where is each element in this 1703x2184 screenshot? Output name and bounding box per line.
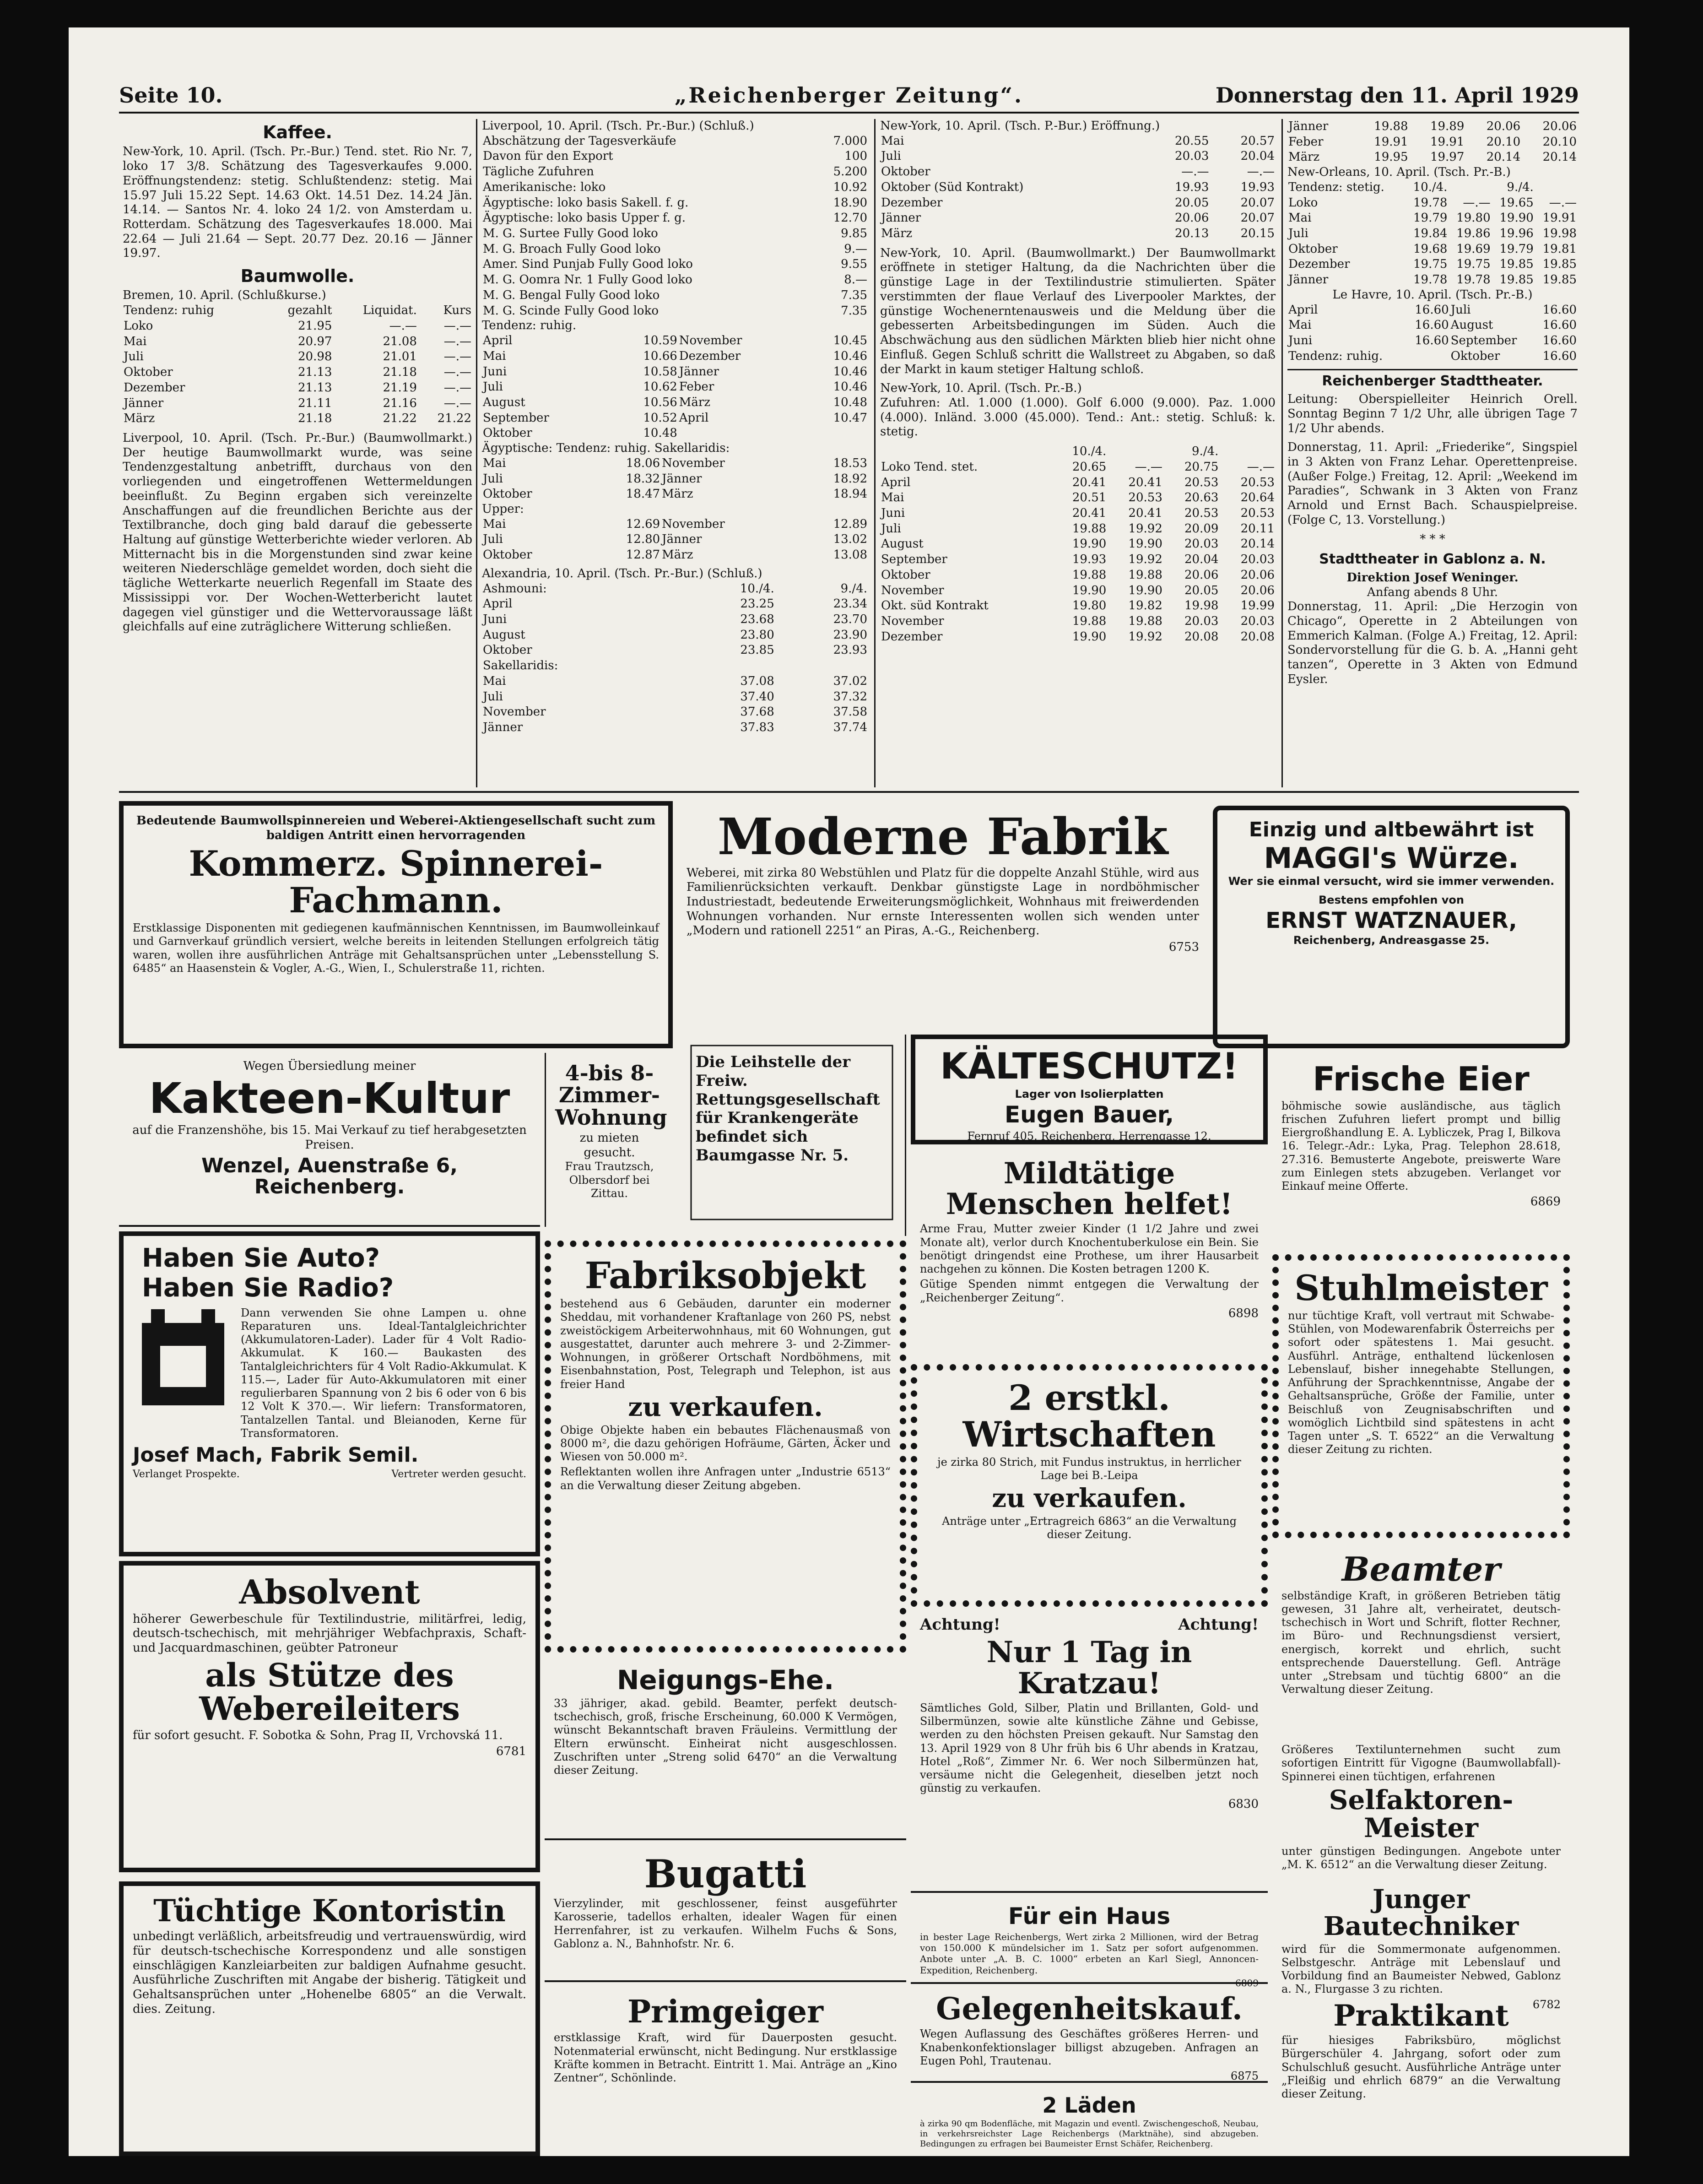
column-rule [874,119,876,787]
ad-text: nur tüchtige Kraft, voll vertraut mit Schwabe-Stühlen, von Modewarenfabrik Österreichs per sofort oder spätestens 1. Mai gesucht. Ausführl. Anträge, enthaltend lückenlosen Lebenslauf, bisher innegehabte Stellungen, Anführung der Sprachkenntnisse, Angabe der Gehaltsansprüche, Größe der Familie, unter Beischluß von Zeugnisabschriften und womöglich Lichtbild sind spätestens in acht Tagen unter „S. T. 6522“ an die Verwaltung dieser Zeitung zu richten. [1288,1309,1554,1456]
table-row: Juni 16.60 September 16.60 [1288,334,1577,348]
ad-text: Wegen Auflassung des Geschäftes größeres Herren- und Knabenkonfektionslager billigst abzugeben. Anfragen an Eugen Pohl, Trautenau. [920,2027,1259,2067]
newspaper-title: „Reichenberger Zeitung“. [674,83,1024,108]
ad-code: 6875 [1230,2070,1259,2083]
table-row: Juli 12.80 Jänner 13.02 [483,532,867,547]
ad-text: unbedingt verläßlich, arbeitsfreudig und vertrauenswürdig, wird für deutsch-tschechische Korrespondenz und alle sonstigen einschlägigen Kanzleiarbeiten zur baldigen Aufnahme gesucht. Ausführliche Zuschriften mit Angabe der bisherig. Tätigkeit und Gehaltsansprüchen unter „Hohenelbe 6805“ an die Verwalt. dies. Zeitung. [133,1929,526,2016]
ad-headline: Primgeiger [627,1994,824,2030]
ad-line: Bestens empfohlen von [1319,894,1464,907]
ad-neigungs-ehe [545,1657,906,1840]
ad-text: Dann verwenden Sie ohne Lampen u. ohne Reparaturen uns. Ideal-Tantalgleichrichter (Akkumulatoren-Lader). Lader für 4 Volt Radio-Akkumulat. K 160.— Baukasten des Tantalgleichrichters für 4 Volt Radio-Akkumulat. K 115.—, Lader für Auto-Akkumulatoren mit einer regulierbaren Spannung von 2 bis 6 oder von 6 bis 12 Volt K 370.—. Wir liefern: Transformatoren, Tantalzellen Tantal. und Bleianoden, Kerne für Transformatoren. [241,1306,526,1440]
table-row: Juli 19.84 19.86 19.96 19.98 [1288,227,1577,241]
liverpool-terms-table [482,333,868,441]
ad-address: Fernruf 405. Reichenberg, Herrengasse 12. [967,1129,1211,1143]
ad-line: Reichenberg, Andreasgasse 25. [1293,934,1490,947]
ad-text: 33 jähriger, akad. gebild. Beamter, perfekt deutsch-tschechisch, groß, frische Erscheinung, 60.000 K Vermögen, wünscht Bekanntschaft braven Fräuleins. Vermittlung der Eltern erwünscht. Einheirat nicht ausgeschlossen. Zuschriften unter „Streng solid 6470“ an die Verwaltung dieser Zeitung. [554,1696,897,1777]
ad-headline: Tüchtige Kontoristin [153,1893,506,1929]
ad-line: ERNST WATZNAUER, [1265,907,1517,933]
ny2-heading: New-York, 10. April. (Tsch. Pr.-B.) [880,381,1082,396]
table-row: Jänner 19.78 19.78 19.85 19.85 [1288,273,1577,287]
ad-text: höherer Gewerbeschule für Textilindustrie, militärfrei, ledig, deutsch-tschechisch, mit mehrjähriger Webfachpraxis, Schaft- und Jacquardmaschinen, geübter Patroneur [133,1612,526,1655]
table-row: Abschätzung der Tagesverkäufe 7.000 [483,134,867,148]
ad-code: 6898 [1228,1306,1259,1320]
table-row: Juni 23.68 23.70 [483,612,867,626]
table-row: Oktober 19.88 19.88 20.06 20.06 [881,568,1275,582]
table-row: Dezember 21.13 21.19 —.— [124,380,471,395]
table-row: Juli 10.62 Feber 10.46 [483,380,867,394]
ad-headline: Mildtätige Menschen helfet! [946,1156,1233,1222]
le-havre-heading: Le Havre, 10. April. (Tsch. Pr.-B.) [1332,287,1533,302]
table-header: Tendenz: ruhig gezahlt Liquidat. Kurs [124,303,471,318]
ad-code: 6781 [496,1745,526,1759]
ad-fuer-ein-haus [911,1895,1268,1989]
table-header: 10./4. 9./4. [1072,444,1219,459]
ad-intro: Größeres Textilunternehmen sucht zum sofortigen Eintritt für Vigogne (Baumwollabfall)-Spinnerei einen tüchtigen, erfahrenen [1281,1743,1561,1783]
table-row: M. G. Scinde Fully Good loko 7.35 [483,303,867,318]
table-header: Ashmouni: 10./4. 9./4. [483,581,867,596]
egypt-heading: Ägyptische: Tendenz: ruhig. Sakellaridis: [482,441,730,455]
ad-text-2: Gütige Spenden nimmt entgegen die Verwaltung der „Reichenberger Zeitung“. [920,1278,1259,1304]
table-row: Oktober 10.48 [483,426,677,440]
bremen-line: Bremen, 10. April. (Schlußkurse.) [123,288,326,303]
ad-headline: Stuhlmeister [1294,1268,1548,1308]
ad-headline: MAGGI's Würze. [1264,841,1519,875]
ad-firm: Josef Mach, Fabrik Semil. [133,1443,419,1467]
ad-2-laeden [911,2085,1268,2154]
table-row: April 23.25 23.34 [483,597,867,611]
new-orleans-table [1287,180,1578,288]
table-row: August 19.90 19.90 20.03 20.14 [881,537,1275,551]
ad-headline: Beamter [1341,1550,1501,1588]
ad-text: Vierzylinder, mit geschlossener, feinst ausgeführter Karosserie, tadellos erhalten, idealer Wagen für einen Herrenfahrer, ist zu verkaufen. Wilhelm Fuchs & Sons, Gablonz a. N., Bahnhofstr. Nr. 6. [554,1897,897,1950]
ad-text: Sämtliches Gold, Silber, Platin und Brillanten, Gold- und Silbermünzen, sowie alte künstliche Zähne und Gebisse, werden zu den höchsten Preisen gekauft. Nur Samstag den 13. April 1929 von 8 Uhr früh bis 6 Uhr abends in Kratzau, Hotel „Roß“, Zimmer Nr. 6. Wer noch Silbermünzen hat, versäume nicht die Gelegenheit, dieselben jetzt noch günstig zu verkaufen. [920,1701,1259,1795]
ad-headline: Für ein Haus [1008,1903,1171,1929]
table-row: August 10.56 März 10.48 [483,395,867,409]
newspaper-page [69,27,1629,2156]
page-header [119,82,1579,114]
table-row: August 23.80 23.90 [483,628,867,642]
table-row: Juli 18.32 Jänner 18.92 [483,471,867,486]
ad-text: wird für die Sommermonate aufgenommen. Selbstgeschr. Anträge mit Lebenslauf und Vorbildung find an Baumeister Nebwed, Gablonz a. N., Flurgasse 3 zu richten. [1281,1942,1561,1996]
le-havre-table [1287,303,1578,364]
gablonz-program: Donnerstag, 11. April: „Die Herzogin von Chicago“, Operette in 2 Abteilungen von Emmerich Kalman. (Folge A.) Freitag, 12. April: Sondervorstellung für die G. b. A. „Hanni geht tanzen“, Operette in 3 Akten von Edmund Eysler. [1287,600,1578,686]
table-row: Jänner 20.06 20.07 [881,211,1275,225]
issue-date: Donnerstag den 11. April 1929 [1215,83,1579,108]
table-row: Dezember 19.75 19.75 19.85 19.85 [1288,257,1577,271]
table-row: Jänner 21.11 21.16 —.— [124,396,471,410]
table-row: Oktober 19.68 19.69 19.79 19.81 [1288,242,1577,256]
ad-fabriksobjekt [545,1241,906,1653]
table-row: März 19.95 19.97 20.14 20.14 [1288,150,1577,164]
table-row: Amer. Sind Punjab Fully Good loko 9.55 [483,257,867,271]
liverpool-report: Liverpool, 10. April. (Tsch. Pr.-Bur.) (Baumwollmarkt.) Der heutige Baumwollmarkt wurde, was seine Tendenzgestaltung anbetrifft, durchaus von den vorliegenden und eingetroffenen Wettermeldungen beeinflußt. Zu Beginn ergaben sich vereinzelte Anschaffungen auf die freundlichen Berichte aus der Textilbranche, doch ging bald darauf die gebesserte Haltung auf günstige Wetterberichte wieder verloren. Ab Mitternacht bis in die Morgenstunden sind zwar keine weiteren Niederschläge gemeldet worden, doch sieht die tägliche Wetterkarte neuerlich Regenfall im Staate des Mississippi vor. Der Wochen-Wetterbericht lautet dagegen viel günstiger und die Wettervoraussage läßt gleichfalls auf eine zuträglichere Witterung schließen. [123,431,472,634]
table-row: November 37.68 37.58 [483,705,867,719]
separator-stars: * * * [1420,532,1445,546]
table-row: Loko 21.95 —.— —.— [124,319,471,333]
ad-wirtschaften [911,1364,1268,1607]
ad-footer-left: Verlanget Prospekte. [133,1469,240,1480]
table-row: Jänner 19.88 19.89 20.06 20.06 [1288,119,1577,133]
ad-text-2: Anträge unter „Ertragreich 6863“ an die Verwaltung dieser Zeitung. [942,1514,1237,1541]
ad-absolvent [119,1561,540,1872]
table-header: Sakellaridis: [483,659,558,673]
liverpool-table [482,134,868,319]
alexandria-heading: Alexandria, 10. April. (Tsch. Pr.-Bur.) (Schluß.) [482,566,762,580]
ad-address: Frau Trautzsch, Olbersdorf bei Zittau. [565,1160,654,1200]
table-header: Tendenz: stetig. 10./4. 9./4. [1288,180,1534,194]
table-row: Juni 10.58 Jänner 10.46 [483,364,867,379]
table-row: Juli 20.98 21.01 —.— [124,350,471,364]
table-row: Ägyptische: loko basis Sakell. f. g. 18.90 [483,195,867,210]
gablonz-director: Direktion Josef Weninger. [1346,570,1519,585]
table-row: September 19.93 19.92 20.04 20.03 [881,553,1275,567]
table-row: November 19.88 19.88 20.03 20.03 [881,614,1275,628]
table-row: Amerikanische: loko 10.92 [483,180,867,194]
table-row: September 10.52 April 10.47 [483,411,867,425]
alexandria-table [482,581,868,736]
ad-label-left: Achtung! [920,1615,1000,1634]
table-row: Oktober 21.13 21.18 —.— [124,365,471,379]
table-row: M. G. Bengal Fully Good loko 7.35 [483,288,867,302]
ad-text: à zirka 90 qm Bodenfläche, mit Magazin und eventl. Zwischengeschoß, Neubau, in verkehrsreichster Lage Reichenbergs (Marktnähe), sind abzugeben. Bedingungen zu erfragen bei Baumeister Ernst Schäfer, Reichenberg. [920,2119,1259,2149]
ad-headline: Neigungs-Ehe. [616,1664,834,1696]
ad-code: 6809 [1235,1978,1259,1989]
ny-tail-table [1287,119,1578,165]
ad-maggi [1213,806,1570,1048]
ad-frische-eier [1272,1053,1570,1245]
ad-text: Erstklassige Disponenten mit gediegenen kaufmännischen Kenntnissen, im Baumwolleinkauf und Garnverkauf gründlich versiert, welche bereits in leitenden Stellungen erfolgreich tätig waren, wollen ihre ausführlichen Anträge mit Gehaltsansprüchen unter „Lebensstellung S. 6485“ an Haasenstein & Vogler, A.-G., Wien, I., Schulerstraße 11, richten. [133,921,659,975]
ad-intro: Bedeutende Baumwollspinnereien und Weberei-Aktiengesellschaft sucht zum baldigen Antritt einen hervorragenden [136,814,656,842]
ad-moderne-fabrik [677,801,1208,1035]
ad-text-2: für sofort gesucht. F. Sobotka & Sohn, Prag II, Vrchovská 11. [133,1728,503,1742]
ad-kratzau [911,1609,1268,1893]
ad-text: Weberei, mit zirka 80 Webstühlen und Platz für die doppelte Anzahl Stühle, wird aus Familienrücksichten verkauft. Denkbar günstigste Lage in nordböhmischer Industriestadt, bedeutende Erweiterungsmöglichkeit, Wohnhaus mit freiwerdenden Wohnungen vorhanden. Nur ernste Interessenten wollen sich wenden unter „Modern und rationell 2251“ an Piras, A.-G., Reichenberg. [687,866,1199,938]
market-column-3 [876,119,1279,787]
table-row: Loko 19.78 —.— 19.65 —.— [1288,195,1577,210]
ny-opening-table [880,134,1276,242]
ad-kakteen [119,1053,540,1227]
ad-footer: Wenzel, Auenstraße 6, Reichenberg. [201,1154,458,1198]
ad-line: Wegen Übersiedlung meiner [243,1059,416,1073]
ad-praktikant [1272,1991,1570,2142]
ad-text: für hiesiges Fabriksbüro, möglichst Bürgerschüler 4. Jahrgang, sofort oder zum Schulschluß gesucht. Ausführliche Anträge unter „Fleißig und ehrlich 6879“ an die Verwaltung dieser Zeitung. [1281,2034,1561,2101]
bremen-table [123,303,472,427]
ad-text: unter günstigen Bedingungen. Angebote unter „M. K. 6512“ an die Verwaltung dieser Zeitung. [1281,1844,1561,1871]
ad-headline: Fabriksobjekt [584,1254,866,1297]
table-row: März 20.13 20.15 [881,227,1275,241]
ad-headline: Bugatti [644,1851,807,1897]
ad-selfaktoren [1272,1735,1570,1872]
table-row: Dezember 20.05 20.07 [881,195,1275,210]
column-rule [476,119,477,787]
market-column-2 [478,119,872,787]
ad-line: Wer sie einmal versucht, wird sie immer verwenden. [1228,875,1555,888]
table-row: März 21.18 21.22 21.22 [124,412,471,426]
ad-headline: Kommerz. Spinnerei-Fachmann. [189,843,603,921]
ny2-supply: Zufuhren: Atl. 1.000 (1.000). Golf 6.000 (9.000). Paz. 1.000 (4.000). Inländ. 3.000 (45.000). Tend.: Ant.: stetig. Schluß: k. stetig. [880,396,1276,439]
table-row: Feber 19.91 19.91 20.10 20.10 [1288,135,1577,149]
ad-text: Die Leihstelle der Freiw. Rettungsgesellschaft für Krankengeräte befindet sich Baumgasse Nr. 5. [696,1053,880,1165]
ad-spinnerei [119,801,673,1048]
table-row: Mai 19.79 19.80 19.90 19.91 [1288,211,1577,225]
table-row: Mai 12.69 November 12.89 [483,517,867,531]
table-row: April 10.59 November 10.45 [483,334,867,348]
ad-krankengeraete [677,1035,906,1236]
ad-headline: Gelegenheitskauf. [936,1991,1243,2027]
baumwolle-heading: Baumwolle. [240,266,355,287]
table-row: Mai 20.51 20.53 20.63 20.64 [881,491,1275,505]
ad-headline: Nur 1 Tag in Kratzau! [986,1635,1192,1701]
liverpool-heading: Liverpool, 10. April. (Tsch. Pr.-Bur.) (Schluß.) [482,119,754,133]
battery-charger-icon [133,1305,233,1414]
ad-headline: Moderne Fabrik [717,807,1168,866]
ad-wohnung [545,1053,673,1227]
ad-text: selbständige Kraft, in größeren Betrieben tätig gewesen, 31 Jahre alt, verheiratet, deutsch-tschechisch in Wort und Schrift, flotter Rechner, im Büro- und Rechnungsdienst versiert, energisch, korrekt und ehrlich, sucht entsprechende Dauerstellung. Gefl. Anträge unter „Strebsam und tüchtig 6800“ an die Verwaltung dieser Zeitung. [1281,1589,1561,1696]
ad-headline: Selfaktoren-Meister [1329,1784,1514,1843]
ad-beamter [1272,1543,1570,1735]
ad-text: böhmische sowie ausländische, aus täglich frischen Zufuhren liefert prompt und billig Eiergroßhandlung E. A. Lybliczek, Prag I, Bilkova 16. Telegr.-Adr.: Lyka, Prag. Telephon 28.618, 27.316. Bemusterte Angebote, preiswerte Ware zum Einlegen stets abzugeben. Verlanget vor Einkauf meine Offerte. [1281,1099,1561,1193]
table-row: M. G. Surtee Fully Good loko 9.85 [483,227,867,241]
table-row: Juli 37.40 37.32 [483,689,867,704]
tendenz-label: Tendenz: ruhig. [482,319,577,333]
table-row: Juni 20.41 20.41 20.53 20.53 [881,506,1275,520]
table-row: Juli 19.88 19.92 20.09 20.11 [881,521,1275,536]
table-row: Jänner 37.83 37.74 [483,721,867,735]
table-row: Oktober 18.47 März 18.94 [483,487,867,501]
column-rule [1281,119,1283,787]
ad-label-right: Achtung! [1178,1615,1259,1634]
upper-heading: Upper: [482,502,524,516]
ad-subheadline: zu verkaufen. [992,1483,1187,1514]
ad-bugatti [545,1845,906,1982]
ad-radio [119,1231,540,1556]
ad-mildtaetige [911,1149,1268,1360]
ad-name: Eugen Bauer, [1004,1101,1174,1128]
table-row: M. G. Broach Fully Good loko 9.— [483,242,867,256]
theater-program: Donnerstag, 11. April: „Friederike“, Singspiel in 3 Akten von Franz Lehar. Operettenpreise. (Außer Folge.) Freitag, 12. April: „Weekend im Paradies“, Schwank in 3 Akten von Franz Arnold und Ernst Bach. Schauspielpreise. (Folge C, 13. Vorstellung.) [1287,440,1578,527]
table-row: Mai 20.97 21.08 —.— [124,334,471,348]
egypt-table [482,456,868,502]
ad-headline: Absolvent [239,1572,420,1611]
ny-close-table [880,444,1276,645]
ad-footer-right: Vertreter werden gesucht. [391,1469,526,1480]
table-row: Tendenz: ruhig. Oktober 16.60 [1288,349,1577,363]
ad-headline: Praktikant [1333,1999,1509,2033]
new-orleans-heading: New-Orleans, 10. April. (Tsch. Pr.-B.) [1287,165,1511,179]
ad-code: 6782 [1532,1998,1561,2011]
table-row: Mai 18.06 November 18.53 [483,456,867,470]
ad-headline: Junger Bautechniker [1323,1884,1519,1941]
ad-code: 6830 [1228,1797,1259,1811]
ad-text: in bester Lage Reichenbergs, Wert zirka 2 Millionen, wird der Betrag von 150.000 K mündelsicher im 1. Satz per sofort aufgenommen. Anbote unter „A. B. C. 1000“ erbeten an Karl Siegl, Annoncen-Expedition, Reichenberg. [920,1931,1259,1976]
table-row: November 19.90 19.90 20.05 20.06 [881,583,1275,597]
table-row: Tägliche Zufuhren 5.200 [483,165,867,179]
ad-text-2: Obige Objekte haben ein bebautes Flächenausmaß von 8000 m², die dazu gehörigen Hofräume, Gärten, Äcker und Wiesen von 50.000 m². [560,1423,891,1463]
table-row: Oktober —.— —.— [881,165,1275,179]
ad-text: erstklassige Kraft, wird für Dauerposten gesucht. Notenmaterial erwünscht, nicht Bedingung. Nur erstklassige Kräfte kommen in Betracht. Eintritt 1. Mai. Anträge an „Kino Zentner“, Schönlinde. [554,2031,897,2085]
ad-kontoristin [119,1881,540,2156]
table-row: Juli 20.03 20.04 [881,149,1275,163]
table-row: Mai 10.66 Dezember 10.46 [483,349,867,363]
market-column-1 [119,119,476,787]
kaffee-text: New-York, 10. April. (Tsch. Pr.-Bur.) Tend. stet. Rio Nr. 7, loko 17 3/8. Schätzung des Tagesverkaufes 9.000. Eröffnungstendenz: stetig. Schlußtendenz: stetig. Mai 15.97 Juli 15.22 Sept. 14.63 Okt. 14.51 Dez. 14.24 Jän. 14.14. — Santos Nr. 4. loko 24 1/2. von Amsterdam u. Rotterdam. Schätzung des Tagesverkaufes 18.000. Mai 22.64 — Juli 21.64 — Sept. 20.77 Dez. 20.16 — Jänner 19.97. [123,145,472,260]
gablonz-theater-heading: Stadttheater in Gablonz a. N. [1319,551,1546,568]
ad-sub: zu mieten gesucht. [579,1131,639,1160]
ad-code: 6753 [1168,940,1199,954]
table-row: April 20.41 20.41 20.53 20.53 [881,475,1275,489]
kaffee-heading: Kaffee. [263,122,332,142]
market-column-4 [1284,119,1581,787]
ad-headline: 4-bis 8-Zimmer-Wohnung [555,1061,667,1130]
table-row: Davon für den Export 100 [483,149,867,163]
table-row: Dezember 19.90 19.92 20.08 20.08 [881,629,1275,644]
table-row: Okt. süd Kontrakt 19.80 19.82 19.98 19.99 [881,599,1275,613]
ad-gelegenheitskauf [911,1982,1268,2083]
ad-text: bestehend aus 6 Gebäuden, darunter ein moderner Sheddau, mit vorhandener Kraftanlage von 260 PS, nebst zweistöckigem Arbeiterwohnhaus, mit 60 Wohnungen, gut ausgestattet, darunter auch mehrere 3- und 2-Zimmer-Wohnungen, in größerer Ortschaft Nordböhmens, mit Eisenbahnstation, Post, Telegraph und Telephon, ist aus freier Hand [560,1297,891,1391]
table-row: Loko Tend. stet. 20.65 —.— 20.75 —.— [881,460,1275,474]
ad-headline: Haben Sie Auto? [142,1243,380,1273]
gablonz-start: Anfang abends 8 Uhr. [1367,585,1498,599]
ad-sub: Lager von Isolierplatten [1015,1087,1164,1100]
table-row: Mai 16.60 August 16.60 [1288,318,1577,332]
table-row: April 16.60 Juli 16.60 [1288,303,1577,317]
ad-headline: Kakteen-Kultur [149,1073,510,1123]
theater-info: Leitung: Oberspielleiter Heinrich Orell. Sonntag Beginn 7 1/2 Uhr, alle übrigen Tage 7 1/2 Uhr abends. [1287,392,1578,435]
ad-headline: Frische Eier [1313,1060,1530,1098]
ad-text-3: Reflektanten wollen ihre Anfragen unter „Industrie 6513“ an die Verwaltung dieser Zeitung abgeben. [560,1465,891,1492]
ad-headline: KÄLTESCHUTZ! [940,1046,1238,1087]
ad-subheadline: als Stütze des Webereileiters [199,1656,460,1728]
table-row: Ägyptische: loko basis Upper f. g. 12.70 [483,211,867,225]
table-row: Mai 20.55 20.57 [881,134,1275,148]
ad-line: Einzig und altbewährt ist [1249,818,1534,841]
upper-table [482,517,868,563]
ad-junger-bautechniker [1272,1877,1570,2011]
table-row: Oktober 12.87 März 13.08 [483,548,867,562]
section-rule [119,791,1579,793]
table-row: Oktober (Süd Kontrakt) 19.93 19.93 [881,180,1275,194]
ad-subheadline: zu verkaufen. [628,1392,823,1422]
ad-code: 6869 [1530,1195,1561,1209]
ad-headline: 2 Läden [1042,2093,1136,2118]
ny-report: New-York, 10. April. (Baumwollmarkt.) Der Baumwollmarkt eröffnete in stetiger Haltung, da die Nachrichten über die günstige Lage in der Textilindustrie stimulierten. Später verstimmten der flaue Verlauf des Liverpooler Marktes, der günstige Wochenerntenausweis und die Meldung über die gebesserten Arbeitsbedingungen im Süden. Auch die Abschwächung aus den südlichen Märkten blieb hier nicht ohne Einfluß. Gegen Schluß schritt die Wallstreet zu Abgaben, so daß der Markt in kaum stetiger Haltung schloß. [880,246,1276,376]
ad-text: Arme Frau, Mutter zweier Kinder (1 1/2 Jahre und zwei Monate alt), verlor durch Knochentuberkulose ein Bein. Sie benötigt dringendst eine Prothese, um ihrer Hausarbeit nachgehen zu können. Die Kosten betragen 1200 K. [920,1222,1259,1276]
ad-primgeiger [545,1987,906,2156]
table-row: Mai 37.08 37.02 [483,674,867,688]
ny-heading: New-York, 10. April. (Tsch. P.-Bur.) Eröffnung.) [880,119,1160,133]
ad-kaelteschutz [911,1035,1268,1144]
ad-headline-2: Haben Sie Radio? [142,1273,394,1303]
ad-text: auf die Franzenshöhe, bis 15. Mai Verkauf zu tief herabgesetzten Preisen. [132,1123,527,1152]
theater-heading: Reichenberger Stadttheater. [1287,369,1578,390]
table-row: M. G. Oomra Nr. 1 Fully Good loko 8.— [483,273,867,287]
table-row: Oktober 23.85 23.93 [483,643,867,657]
ad-text: je zirka 80 Strich, mit Fundus instruktus, in herrlicher Lage bei B.-Leipa [937,1455,1241,1482]
ad-headline: 2 erstkl. Wirtschaften [962,1377,1216,1455]
ad-stuhlmeister [1272,1254,1570,1538]
page-number: Seite 10. [119,83,223,108]
